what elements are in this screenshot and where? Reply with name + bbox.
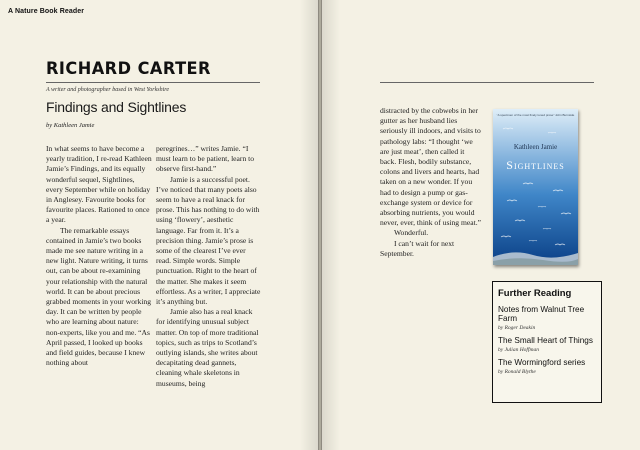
further-reading-author: by Roger Deakin <box>498 325 536 331</box>
further-reading-item[interactable] <box>498 336 596 353</box>
cover-title: Sightlines <box>506 158 565 172</box>
book-cover-sightlines[interactable] <box>493 109 578 265</box>
masthead-rule <box>46 82 260 83</box>
further-reading-author: by Ronald Blythe <box>498 369 536 375</box>
cover-author: Kathleen Jamie <box>513 143 558 151</box>
header-rule <box>380 82 594 83</box>
paragraph: peregrines…” writes Jamie. “I must learn to be patient, learn to observe first-hand.” <box>156 144 255 174</box>
right-page <box>322 0 640 450</box>
book-cover-image <box>493 109 578 265</box>
masthead-subtitle: A writer and photographer based in West Yorkshire <box>46 87 170 93</box>
further-reading-item[interactable] <box>498 305 596 331</box>
article-byline: by Kathleen Jamie <box>46 122 95 129</box>
further-reading-title[interactable]: The Small Heart of Things <box>498 336 593 345</box>
article-column-1 <box>46 144 152 368</box>
paragraph: Jamie also has a real knack for identifying unusual subject matter. On top of more traditional topics, such as trips to Scotland’s outlying islands, she writes about decapitating dead gannets, cleaning whale skeletons in museums, being <box>156 307 259 388</box>
paragraph: distracted by the cobwebs in her gutter as her husband lies seriously ill indoors, and visits to pathology labs: “I thought ‘we are just meat’, then called it back. Flesh, bodily substance, colons and livers and hearts, had taken on a new wonder. If you had to design a pump or gas-exchange system or device for absorbing nutrients, you would never, ever, think of using meat.” <box>380 106 482 228</box>
further-reading-author: by Julian Hoffman <box>498 347 539 353</box>
cover-quote: “A specimen of the most finely tuned prose” John Burnside <box>496 113 575 117</box>
article-column-3 <box>380 106 482 259</box>
article-title: Findings and Sightlines <box>46 99 187 115</box>
further-reading-item[interactable] <box>498 358 596 375</box>
paragraph: Wonderful. <box>394 228 429 238</box>
app-title: A Nature Book Reader <box>8 8 85 15</box>
paragraph: Jamie is a successful poet. I’ve noticed that many poets also seem to have a real knack for prose. This has nothing to do with using ‘flowery’, aesthetic language. Far from it. It’s a precision thing. Jamie’s prose is some of the clearest I’ve ever read. Simple words. Simple punctuation. Right to the heart of the matter. She makes it seem effortless. As a writer, I appreciate it’s anything but. <box>156 174 261 307</box>
paragraph: I can’t wait for next September. <box>380 238 455 258</box>
paragraph: In what seems to have become a yearly tradition, I re-read Kathleen Jamie’s Findings, and its equally wonderful sequel, Sightlines, every September while on holiday in Anglesey. Favourite books for favourite places. Rationed to once a year. <box>46 144 152 225</box>
further-reading-title[interactable]: Notes from Walnut Tree Farm <box>498 305 585 323</box>
further-reading-box <box>492 281 602 403</box>
left-page <box>0 0 319 450</box>
further-reading-heading: Further Reading <box>498 288 572 299</box>
masthead-title[interactable]: RICHARD CARTER <box>46 59 211 79</box>
further-reading-title[interactable]: The Wormingford series <box>498 358 586 367</box>
article-column-2 <box>156 144 262 389</box>
paragraph: The remarkable essays contained in Jamie’s two books made me see nature writing in a new light. Nature writing, it turns out, can be about re-examining your relationship with the natural world. It can be about precious grabbed moments in your working day. It can be written by people who are learning about nature: non-experts, like you and me. “As April passed, I looked up books and field guides, because I knew nothing about <box>46 225 152 368</box>
